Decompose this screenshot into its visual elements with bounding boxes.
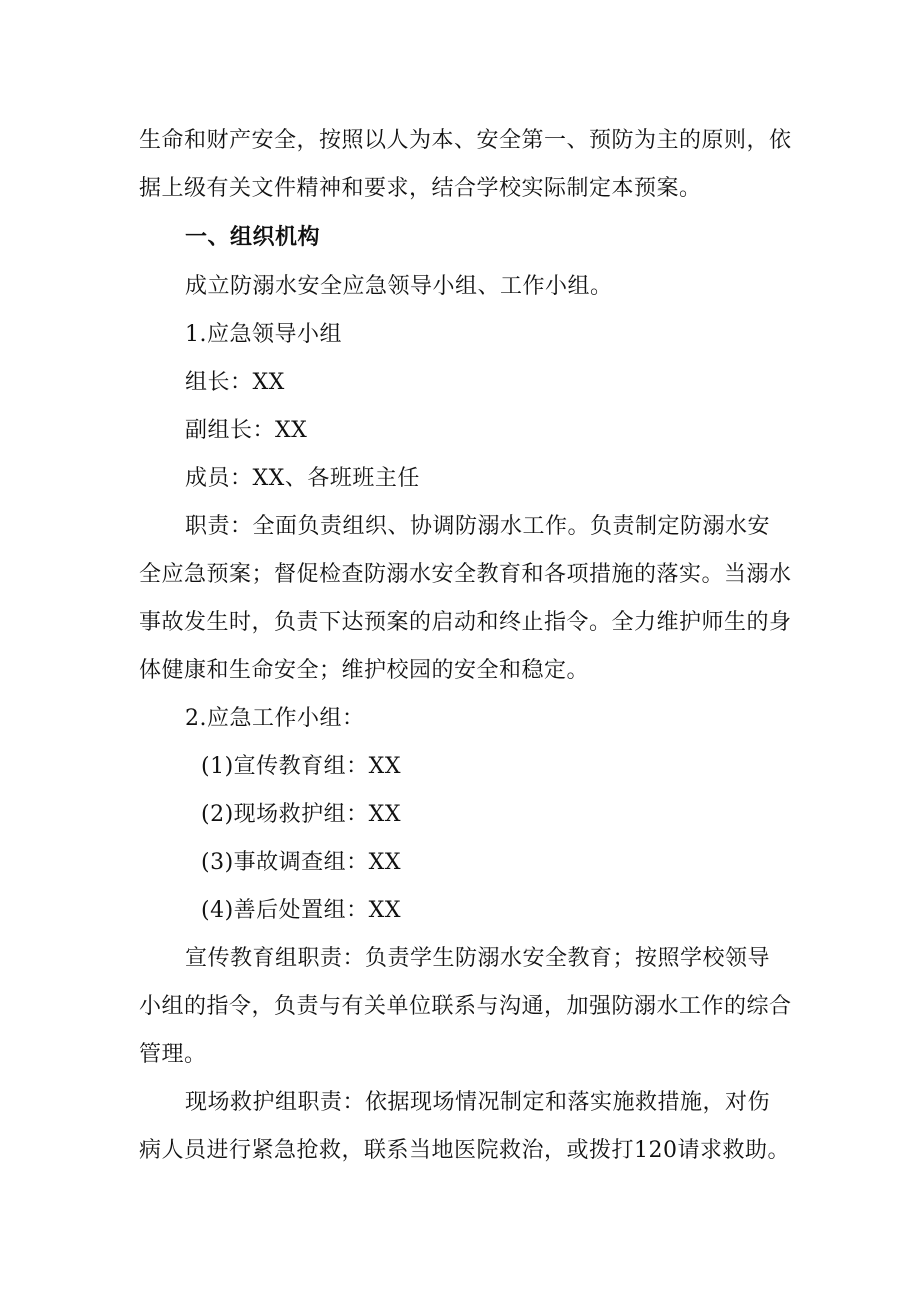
members-line: 成员：XX、各班班主任 bbox=[185, 466, 420, 491]
leader-group-title: 1.应急领导小组 bbox=[185, 322, 342, 347]
leader-duty-paragraph: 职责：全面负责组织、协调防溺水工作。负责制定防溺水安全应急预案；督促检查防溺水安全教育和各项措施的落实。当溺水事故发生时，负责下达预案的启动和终止指令。全力维护师生的身体健康和生命安全；维护校园的安全和稳定。 bbox=[139, 514, 792, 683]
intro-paragraph: 生命和财产安全，按照以人为本、安全第一、预防为主的原则，依据上级有关文件精神和要求，结合学校实际制定本预案。 bbox=[139, 128, 792, 201]
work-group-item: (1)宣传教育组：XX bbox=[201, 754, 401, 779]
setup-paragraph: 成立防溺水安全应急领导小组、工作小组。 bbox=[185, 274, 613, 299]
vice-leader-line: 副组长：XX bbox=[185, 418, 308, 443]
section-heading: 一、组织机构 bbox=[185, 225, 321, 250]
work-group-title: 2.应急工作小组： bbox=[185, 706, 365, 731]
document-body bbox=[139, 117, 792, 1175]
publicity-duty-paragraph: 宣传教育组职责：负责学生防溺水安全教育；按照学校领导小组的指令，负责与有关单位联系与沟通，加强防溺水工作的综合管理。 bbox=[139, 946, 792, 1067]
rescue-duty-paragraph: 现场救护组职责：依据现场情况制定和落实施救措施，对伤病人员进行紧急抢救，联系当地医院救治，或拨打120请求救助。 bbox=[139, 1090, 790, 1163]
work-group-item: (4)善后处置组：XX bbox=[201, 898, 401, 923]
work-group-item: (3)事故调查组：XX bbox=[201, 850, 401, 875]
work-group-item: (2)现场救护组：XX bbox=[201, 802, 401, 827]
leader-line: 组长：XX bbox=[185, 370, 285, 395]
